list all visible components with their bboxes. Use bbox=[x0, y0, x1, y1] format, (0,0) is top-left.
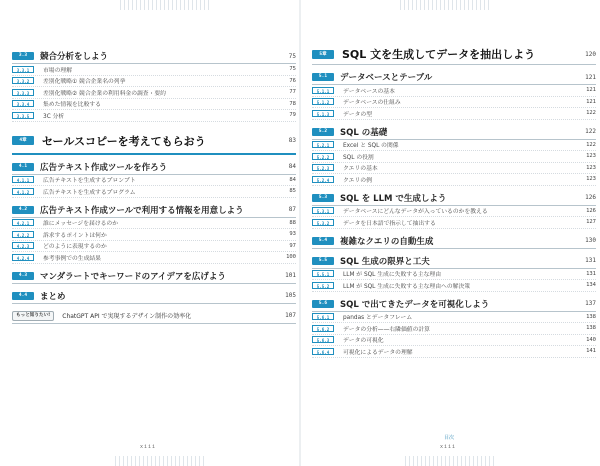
toc-entry-number: 5.3 bbox=[312, 194, 334, 202]
toc-entry-page: 140 bbox=[586, 336, 596, 343]
toc-entry-title: データを日本語で指示して抽出する bbox=[343, 220, 436, 227]
toc-entry-title: クエリの例 bbox=[343, 177, 372, 184]
toc-entry-sub[interactable] bbox=[312, 323, 596, 335]
toc-entry-page: 83 bbox=[288, 137, 296, 144]
toc-entry-sub[interactable] bbox=[312, 97, 596, 109]
toc-entry-title: SQL 生成の限界と工夫 bbox=[340, 256, 430, 267]
toc-entry-page: 97 bbox=[289, 242, 296, 249]
toc-entry-sub[interactable] bbox=[12, 64, 296, 76]
toc-entry-number: 4.1.2 bbox=[12, 188, 34, 195]
toc-entry-number: 5.2 bbox=[312, 128, 334, 136]
toc-entry-sec[interactable] bbox=[12, 289, 296, 304]
toc-entry-number: 4.2.2 bbox=[12, 231, 34, 238]
toc-entry-sub[interactable] bbox=[312, 312, 596, 324]
toc-entry-title: マンダラートでキーワードのアイデアを広げよう bbox=[40, 271, 226, 282]
toc-entry-number: 4.2.3 bbox=[12, 242, 34, 249]
top-decoration-right bbox=[400, 0, 490, 10]
toc-entry-page: 126 bbox=[586, 207, 596, 214]
toc-entry-chap[interactable] bbox=[12, 129, 296, 155]
toc-entry-number: 3.3.2 bbox=[12, 77, 34, 84]
toc-entry-sec[interactable] bbox=[312, 254, 596, 269]
toc-entry-page: 121 bbox=[586, 98, 596, 105]
toc-entry-title: クエリの基本 bbox=[343, 166, 378, 173]
toc-entry-page: 79 bbox=[289, 112, 296, 119]
toc-entry-sec[interactable] bbox=[312, 191, 596, 206]
toc-entry-page: 78 bbox=[289, 100, 296, 107]
toc-entry-number: 5.6 bbox=[312, 300, 334, 308]
toc-entry-page: 131 bbox=[585, 257, 596, 264]
toc-entry-title: 訴求するポイントは何か bbox=[43, 232, 107, 239]
toc-entry-sec[interactable] bbox=[312, 297, 596, 312]
toc-entry-sub[interactable] bbox=[312, 140, 596, 152]
toc-entry-sub[interactable] bbox=[12, 99, 296, 111]
toc-entry-number: 5.1.3 bbox=[312, 110, 334, 117]
toc-entry-page: 77 bbox=[289, 89, 296, 96]
toc-entry-title: 参考事例での生成結果 bbox=[43, 255, 101, 262]
toc-entry-title: 可視化によるデータの理解 bbox=[343, 349, 413, 356]
toc-entry-number: 5.6.2 bbox=[312, 325, 334, 332]
toc-entry-number: 4.1.1 bbox=[12, 176, 34, 183]
toc-entry-number: 5.1.1 bbox=[312, 87, 334, 94]
toc-entry-page: 100 bbox=[286, 254, 296, 261]
toc-entry-page: 122 bbox=[585, 128, 596, 135]
toc-entry-title: 差別化戦略① 競合企業名の列挙 bbox=[43, 79, 126, 86]
toc-entry-title: SQL で出てきたデータを可視化しよう bbox=[340, 299, 490, 310]
toc-entry-sub[interactable] bbox=[12, 76, 296, 88]
toc-entry-number: 5.6.1 bbox=[312, 313, 334, 320]
folio-label-right: 目次 bbox=[444, 435, 455, 441]
toc-entry-sub[interactable] bbox=[312, 206, 596, 218]
toc-entry-number: 5.5 bbox=[312, 257, 334, 265]
toc-entry-sub[interactable] bbox=[12, 186, 296, 198]
folio-right: xiii bbox=[440, 444, 457, 450]
toc-entry-chap[interactable] bbox=[312, 44, 596, 65]
toc-entry-title: データベースの仕組み bbox=[343, 100, 401, 107]
toc-entry-number: 4.4 bbox=[12, 292, 34, 300]
toc-entry-page: 121 bbox=[586, 87, 596, 94]
toc-entry-page: 87 bbox=[288, 206, 296, 213]
toc-entry-number: 5.6.4 bbox=[312, 348, 334, 355]
toc-entry-sub[interactable] bbox=[312, 85, 596, 97]
toc-entry-page: 123 bbox=[586, 164, 596, 171]
toc-entry-sub[interactable] bbox=[312, 346, 596, 358]
toc-entry-sub[interactable] bbox=[12, 252, 296, 264]
toc-entry-title: SQL の基礎 bbox=[340, 127, 388, 138]
toc-entry-sub[interactable] bbox=[12, 87, 296, 99]
toc-entry-number: 5章 bbox=[312, 50, 334, 59]
toc-entry-title: ChatGPT API で実現するデザイン制作の効率化 bbox=[62, 313, 192, 320]
toc-entry-page: 126 bbox=[585, 194, 596, 201]
toc-entry-page: 85 bbox=[289, 188, 296, 195]
toc-entry-page: 138 bbox=[586, 313, 596, 320]
bottom-decoration-left bbox=[115, 456, 205, 466]
book-gutter bbox=[299, 0, 301, 466]
toc-entry-number: 4.3 bbox=[12, 272, 34, 280]
toc-entry-number: 5.5.1 bbox=[312, 270, 334, 277]
toc-entry-page: 75 bbox=[288, 52, 296, 60]
toc-entry-sub[interactable] bbox=[312, 280, 596, 292]
toc-right bbox=[312, 44, 596, 358]
toc-entry-title: 競合分析をしよう bbox=[40, 52, 109, 62]
toc-entry-title: 3C 分析 bbox=[43, 113, 65, 120]
toc-entry-page: 88 bbox=[289, 219, 296, 226]
toc-entry-number: 4.2.4 bbox=[12, 254, 34, 261]
toc-entry-page: 127 bbox=[586, 219, 596, 226]
toc-entry-page: 130 bbox=[585, 237, 596, 244]
toc-entry-title: Excel と SQL の関係 bbox=[343, 143, 399, 150]
toc-entry-number: 3.3 bbox=[12, 52, 34, 60]
toc-entry-sec[interactable] bbox=[312, 234, 596, 249]
toc-entry-title: データベースの基本 bbox=[343, 88, 395, 95]
toc-entry-number: 5.4 bbox=[312, 237, 334, 245]
toc-entry-title: データの分析——右隣価値の計算 bbox=[343, 326, 430, 333]
toc-entry-title: まとめ bbox=[40, 291, 66, 302]
toc-entry-title: 広告テキスト作成ツールを作ろう bbox=[40, 162, 168, 173]
toc-entry-number: 3.3.4 bbox=[12, 100, 34, 107]
toc-entry-number: 5.2.2 bbox=[312, 153, 334, 160]
toc-entry-number: 4.2 bbox=[12, 206, 34, 214]
toc-entry-page: 76 bbox=[289, 77, 296, 84]
toc-entry-page: 101 bbox=[285, 272, 296, 279]
toc-entry-number: 4.1 bbox=[12, 163, 34, 171]
toc-entry-sub[interactable] bbox=[12, 110, 296, 122]
folio-left: xiii bbox=[140, 444, 157, 450]
toc-entry-sub[interactable] bbox=[312, 269, 596, 281]
toc-entry-page: 107 bbox=[285, 312, 296, 319]
toc-entry-sub[interactable] bbox=[312, 108, 596, 120]
toc-entry-col[interactable] bbox=[12, 309, 296, 324]
toc-entry-page: 93 bbox=[289, 231, 296, 238]
toc-entry-title: SQL 文を生成してデータを抽出しよう bbox=[342, 48, 536, 61]
toc-entry-number: 5.5.2 bbox=[312, 282, 334, 289]
toc-entry-title: 広告テキストを生成するプログラム bbox=[43, 189, 136, 196]
toc-entry-page: 122 bbox=[586, 110, 596, 117]
toc-entry-title: 広告テキスト作成ツールで利用する情報を用意しよう bbox=[40, 205, 244, 216]
toc-entry-number: 4章 bbox=[12, 136, 34, 145]
toc-entry-sec[interactable] bbox=[312, 70, 596, 85]
toc-entry-number: 5.2.4 bbox=[312, 176, 334, 183]
toc-entry-page: 120 bbox=[585, 50, 596, 58]
top-decoration-left bbox=[120, 0, 210, 10]
toc-entry-title: SQL の役割 bbox=[343, 154, 374, 161]
toc-entry-sec[interactable] bbox=[12, 160, 296, 175]
toc-entry-page: 138 bbox=[586, 325, 596, 332]
toc-entry-page: 105 bbox=[285, 292, 296, 299]
right-page bbox=[300, 0, 600, 466]
toc-entry-number: 5.3.2 bbox=[312, 219, 334, 226]
toc-entry-page: 121 bbox=[585, 73, 596, 81]
toc-entry-sub[interactable] bbox=[12, 241, 296, 253]
toc-entry-page: 84 bbox=[288, 163, 296, 170]
toc-entry-number: 5.6.3 bbox=[312, 336, 334, 343]
toc-entry-title: 差別化戦略② 競合企業の利用料金の調査・要約 bbox=[43, 90, 166, 97]
toc-entry-sub[interactable] bbox=[312, 174, 596, 186]
toc-entry-number: 5.2.1 bbox=[312, 141, 334, 148]
toc-entry-title: データベースにどんなデータが入っているのかを教える bbox=[343, 209, 488, 216]
toc-entry-page: 123 bbox=[586, 153, 596, 160]
toc-entry-number: もっと知りたい! bbox=[12, 311, 54, 321]
toc-entry-title: SQL を LLM で生成しよう bbox=[340, 193, 447, 204]
toc-entry-page: 141 bbox=[586, 348, 596, 355]
toc-entry-page: 134 bbox=[586, 282, 596, 289]
toc-entry-number: 3.3.5 bbox=[12, 112, 34, 119]
toc-entry-sub[interactable] bbox=[12, 229, 296, 241]
toc-entry-page: 137 bbox=[585, 300, 596, 307]
toc-entry-page: 122 bbox=[586, 141, 596, 148]
toc-entry-sec[interactable] bbox=[12, 203, 296, 218]
toc-entry-title: データの可視化 bbox=[343, 338, 384, 345]
toc-entry-sub[interactable] bbox=[12, 218, 296, 230]
toc-entry-sub[interactable] bbox=[312, 335, 596, 347]
toc-entry-title: 誰にメッセージを届けるのか bbox=[43, 221, 119, 228]
toc-entry-sec[interactable] bbox=[12, 269, 296, 284]
toc-entry-sub[interactable] bbox=[312, 163, 596, 175]
toc-entry-title: 集めた情報を比較する bbox=[43, 102, 101, 109]
toc-entry-number: 5.2.3 bbox=[312, 164, 334, 171]
toc-entry-number: 4.2.1 bbox=[12, 219, 34, 226]
toc-entry-sub[interactable] bbox=[12, 175, 296, 187]
toc-entry-title: LLM が SQL 生成に失敗する主な理由への解決策 bbox=[343, 283, 471, 290]
toc-entry-page: 84 bbox=[289, 176, 296, 183]
toc-entry-sub[interactable] bbox=[312, 217, 596, 229]
toc-entry-title: セールスコピーを考えてもらおう bbox=[42, 134, 206, 148]
toc-entry-title: 市場の理解 bbox=[43, 67, 72, 74]
toc-entry-title: データの型 bbox=[343, 111, 372, 118]
toc-left bbox=[12, 44, 296, 324]
toc-entry-page: 75 bbox=[289, 66, 296, 73]
toc-entry-sec[interactable] bbox=[312, 125, 596, 140]
toc-entry-sub[interactable] bbox=[312, 151, 596, 163]
toc-entry-number: 3.3.1 bbox=[12, 66, 34, 73]
toc-entry-number: 3.3.3 bbox=[12, 89, 34, 96]
toc-entry-page: 131 bbox=[586, 270, 596, 277]
toc-entry-number: 5.1.2 bbox=[312, 98, 334, 105]
toc-entry-title: pandas とデータフレーム bbox=[343, 315, 413, 322]
bottom-decoration-right bbox=[405, 456, 495, 466]
toc-entry-number: 5.3.1 bbox=[312, 207, 334, 214]
toc-entry-title: どのように表現するのか bbox=[43, 244, 107, 251]
toc-entry-title: 広告テキストを生成するプロンプト bbox=[43, 178, 136, 185]
toc-entry-title: 複雑なクエリの自動生成 bbox=[340, 236, 434, 247]
toc-entry-title: データベースとテーブル bbox=[340, 73, 433, 83]
toc-entry-page: 123 bbox=[586, 176, 596, 183]
toc-entry-sec[interactable] bbox=[12, 49, 296, 64]
toc-entry-number: 5.1 bbox=[312, 73, 334, 81]
toc-entry-title: LLM が SQL 生成に失敗する主な理由 bbox=[343, 272, 442, 279]
